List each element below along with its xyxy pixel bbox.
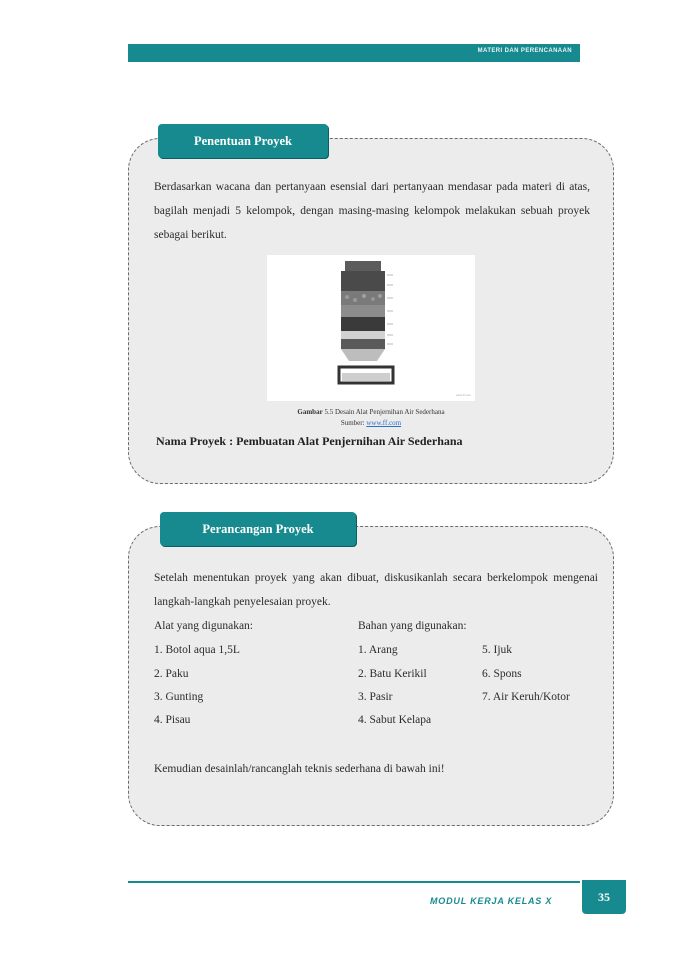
tool-item: 2. Paku [154, 668, 189, 680]
material-item: 3. Pasir [358, 691, 393, 703]
design-instruction: Kemudian desainlah/rancanglah teknis sederhana di bawah ini! [154, 763, 445, 775]
material-item: 7. Air Keruh/Kotor [482, 691, 570, 703]
figure-caption [240, 408, 502, 416]
project-planning-tab: Perancangan Proyek [160, 512, 356, 546]
water-filter-figure [267, 255, 475, 401]
material-item: 1. Arang [358, 644, 398, 656]
project-planning-intro: Setelah menentukan proyek yang akan dibuat, diskusikanlah secara berkelompok mengenai langkah-langkah penyelesaian proyek. [154, 572, 598, 608]
header-bar [128, 44, 580, 62]
material-item: 2. Batu Kerikil [358, 668, 427, 680]
figure-caption-text: 5.5 Desain Alat Penjernihan Air Sederhana [324, 408, 445, 416]
figure-caption-label: Gambar [297, 408, 323, 416]
material-item: 4. Sabut Kelapa [358, 714, 432, 726]
water-filter-diagram [267, 255, 475, 401]
project-name: Nama Proyek : Pembuatan Alat Penjernihan Air Sederhana [156, 434, 463, 448]
figure-source-label: Sumber: [340, 419, 365, 427]
figure-source-link[interactable]: www.ff.com [366, 419, 402, 427]
figure-credit: www.ff.com [455, 393, 471, 397]
project-determination-intro: Berdasarkan wacana dan pertanyaan esensial dari pertanyaan mendasar pada materi di atas, bagilah menjadi 5 kelompok, dengan masing-masing kelompok melakukan sebuah proyek sebagai berikut. [154, 181, 590, 241]
materials-heading: Bahan yang digunakan: [358, 620, 467, 632]
material-item: 5. Ijuk [482, 644, 513, 656]
header-title: MATERI DAN PERENCANAAN [477, 48, 572, 54]
project-determination-tab: Penentuan Proyek [158, 124, 328, 158]
page-number: 35 [582, 880, 626, 914]
tool-item: 1. Botol aqua 1,5L [154, 644, 240, 656]
figure-source [240, 419, 502, 427]
footer-divider [128, 881, 580, 883]
module-label: MODUL KERJA KELAS X [430, 896, 553, 906]
tool-item: 3. Gunting [154, 691, 204, 703]
material-item: 6. Spons [482, 668, 522, 680]
tool-item: 4. Pisau [154, 714, 191, 726]
tools-heading: Alat yang digunakan: [154, 620, 254, 632]
